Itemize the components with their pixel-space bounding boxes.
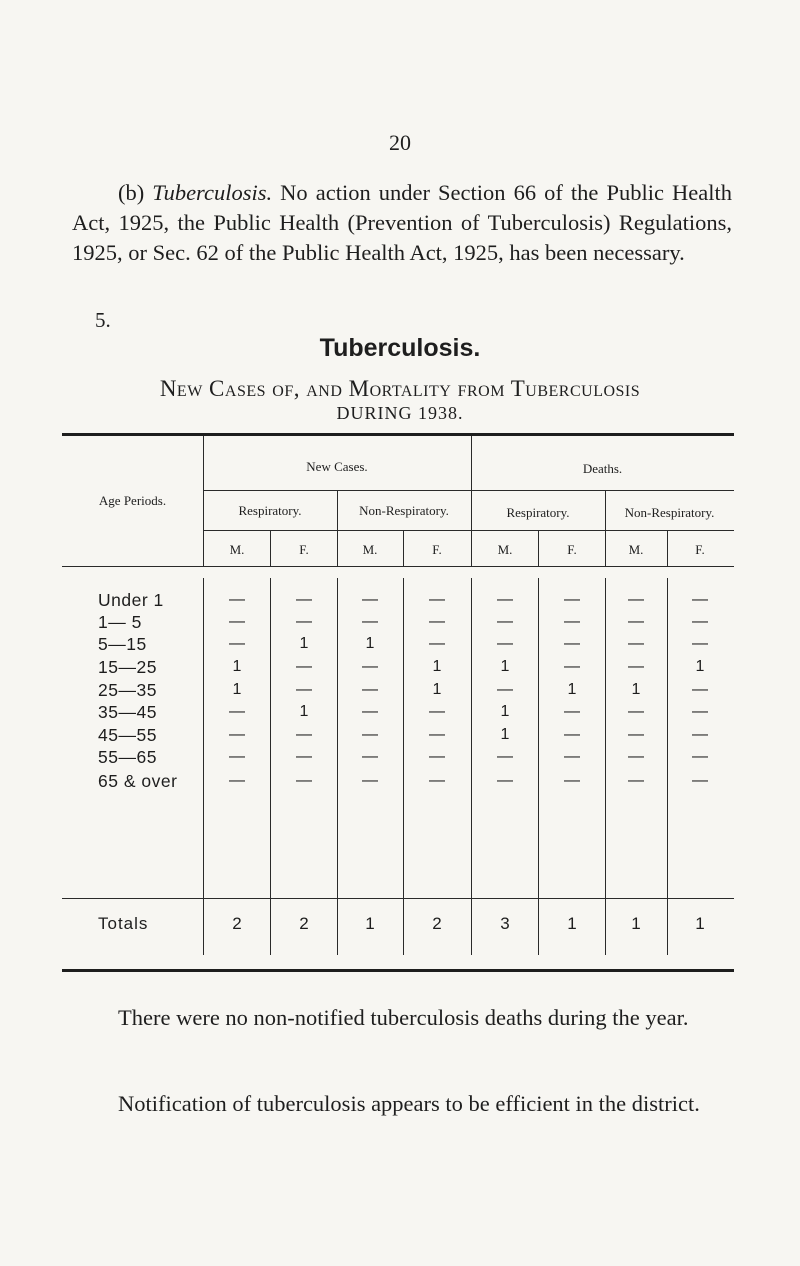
table-cell: — (362, 591, 378, 608)
note-non-notified-text: There were no non-notified tuberculosis deaths during the year. (118, 1005, 689, 1030)
table-cell: 1 (299, 703, 309, 720)
table-cell: — (497, 635, 513, 652)
table-cell: 1 (432, 681, 442, 698)
sex-header: M. (628, 542, 644, 557)
table-cell: 1 (299, 635, 309, 652)
bottom-rule (62, 969, 734, 972)
note-non-notified (72, 1004, 732, 1032)
new-non-respiratory-header: Non-Respiratory. (359, 503, 449, 518)
top-rule (62, 433, 734, 436)
divider (538, 898, 539, 955)
table-cell: — (296, 681, 312, 698)
divider (203, 490, 734, 491)
divider (667, 898, 668, 955)
table-cell: — (564, 635, 580, 652)
note-notification-text: Notification of tuberculosis appears to be efficient in the district. (118, 1091, 700, 1116)
table-cell: — (692, 748, 708, 765)
table-cell: 1 (500, 703, 510, 720)
age-period-label: 1— 5 (98, 612, 142, 632)
divider (471, 578, 472, 898)
age-period-label: 5—15 (98, 634, 147, 654)
divider (337, 898, 338, 955)
sex-header: M. (497, 542, 513, 557)
table-cell: — (564, 658, 580, 675)
table-cell: — (564, 613, 580, 630)
age-period-label: 55—65 (98, 747, 157, 767)
divider (270, 530, 271, 566)
total-cell: 2 (432, 914, 442, 933)
table-cell: — (429, 613, 445, 630)
table-cell: 1 (232, 681, 242, 698)
divider (667, 530, 668, 566)
divider (667, 578, 668, 898)
total-cell: 2 (299, 914, 309, 933)
table-cell: — (692, 703, 708, 720)
deaths-non-respiratory-header: Non-Respiratory. (624, 505, 715, 520)
divider (471, 898, 472, 955)
table-cell: — (429, 772, 445, 789)
divider (203, 530, 734, 531)
table-cell: — (628, 591, 644, 608)
table-cell: — (229, 772, 245, 789)
deaths-respiratory-header: Respiratory. (506, 505, 570, 520)
table-cell: — (564, 703, 580, 720)
paragraph-b-text: No action under Section 66 of the Public Health Act, 1925, the Public Health (Prevention of Tuberculosis) Regulations, 1925, or Sec. 62 of the Public Health Act, 1925, has been necessary. (72, 180, 732, 265)
sex-header: M. (229, 542, 245, 557)
table-cell: — (296, 591, 312, 608)
table-cell: — (229, 635, 245, 652)
page-number: 20 (389, 130, 411, 155)
table-cell: — (628, 726, 644, 743)
table-cell: 1 (500, 726, 510, 743)
note-notification (72, 1090, 732, 1118)
age-period-label: 35—45 (98, 702, 157, 722)
divider (538, 530, 539, 566)
table-cell: 1 (631, 681, 641, 698)
age-period-label: 65 & over (98, 771, 178, 791)
table-cell: — (362, 658, 378, 675)
table-cell: — (692, 591, 708, 608)
total-cell: 3 (500, 914, 510, 933)
table-cell: — (628, 658, 644, 675)
sex-header: F. (567, 542, 577, 557)
table-cell: — (362, 681, 378, 698)
totals-label: Totals (98, 914, 149, 933)
divider (337, 578, 338, 898)
divider (203, 578, 204, 898)
divider (403, 578, 404, 898)
divider (203, 436, 204, 566)
table-cell: 1 (567, 681, 577, 698)
table-cell: — (429, 726, 445, 743)
table-cell: — (692, 772, 708, 789)
table-title: New Cases of, and Mortality from Tuberculosis (159, 376, 641, 401)
divider (471, 436, 472, 566)
paragraph-b (72, 178, 732, 268)
divider (62, 566, 734, 567)
table-cell: — (564, 591, 580, 608)
total-cell: 1 (695, 914, 705, 933)
sex-header: F. (432, 542, 442, 557)
total-cell: 1 (365, 914, 375, 933)
table-cell: — (692, 635, 708, 652)
divider (337, 490, 338, 566)
divider (538, 578, 539, 898)
table-cell: 1 (500, 658, 510, 675)
table-cell: — (628, 613, 644, 630)
table-cell: — (229, 748, 245, 765)
age-period-label: 45—55 (98, 725, 157, 745)
table-cell: 1 (365, 635, 375, 652)
table-cell: — (564, 726, 580, 743)
table-cell: — (564, 748, 580, 765)
divider (203, 898, 204, 955)
age-period-label: 15—25 (98, 657, 157, 677)
table-cell: — (362, 703, 378, 720)
table-cell: 1 (432, 658, 442, 675)
divider (270, 578, 271, 898)
paragraph-b-italic: Tuberculosis. (152, 180, 273, 205)
table-cell: 1 (232, 658, 242, 675)
new-cases-header: New Cases. (306, 459, 368, 474)
table-cell: — (692, 681, 708, 698)
table-cell: — (429, 635, 445, 652)
table-cell: — (296, 613, 312, 630)
table-cell: — (564, 772, 580, 789)
table-cell: — (362, 748, 378, 765)
table-cell: — (296, 772, 312, 789)
table-cell: — (628, 772, 644, 789)
table-cell: — (628, 703, 644, 720)
sex-header: M. (362, 542, 378, 557)
table-cell: — (497, 613, 513, 630)
divider (62, 898, 734, 899)
table-subtitle: DURING 1938. (336, 403, 464, 423)
deaths-header: Deaths. (582, 461, 623, 476)
age-period-label: 25—35 (98, 680, 157, 700)
table-cell: — (497, 772, 513, 789)
table-cell: — (692, 613, 708, 630)
table-cell: — (692, 726, 708, 743)
table-cell: — (429, 591, 445, 608)
new-respiratory-header: Respiratory. (238, 503, 302, 518)
sex-header: F. (695, 542, 705, 557)
total-cell: 1 (567, 914, 577, 933)
table-cell: — (362, 726, 378, 743)
divider (403, 898, 404, 955)
table-cell: — (497, 591, 513, 608)
section-title: Tuberculosis. (319, 334, 481, 362)
divider (403, 530, 404, 566)
table-cell: — (229, 591, 245, 608)
table-cell: — (362, 772, 378, 789)
sex-header: F. (299, 542, 309, 557)
table-cell: — (628, 748, 644, 765)
total-cell: 2 (232, 914, 242, 933)
age-periods-header: Age Periods. (98, 493, 167, 508)
divider (270, 898, 271, 955)
table-cell: — (229, 703, 245, 720)
paragraph-b-lead: (b) (118, 180, 153, 205)
age-period-label: Under 1 (98, 590, 164, 610)
table-cell: — (628, 635, 644, 652)
section-number: 5. (95, 308, 111, 332)
table-cell: — (229, 726, 245, 743)
table-cell: 1 (695, 658, 705, 675)
table-cell: — (296, 658, 312, 675)
table-cell: — (497, 748, 513, 765)
table-cell: — (296, 748, 312, 765)
table-cell: — (229, 613, 245, 630)
total-cell: 1 (631, 914, 641, 933)
table-cell: — (362, 613, 378, 630)
table-cell: — (296, 726, 312, 743)
table-cell: — (497, 681, 513, 698)
table-cell: — (429, 748, 445, 765)
table-cell: — (429, 703, 445, 720)
